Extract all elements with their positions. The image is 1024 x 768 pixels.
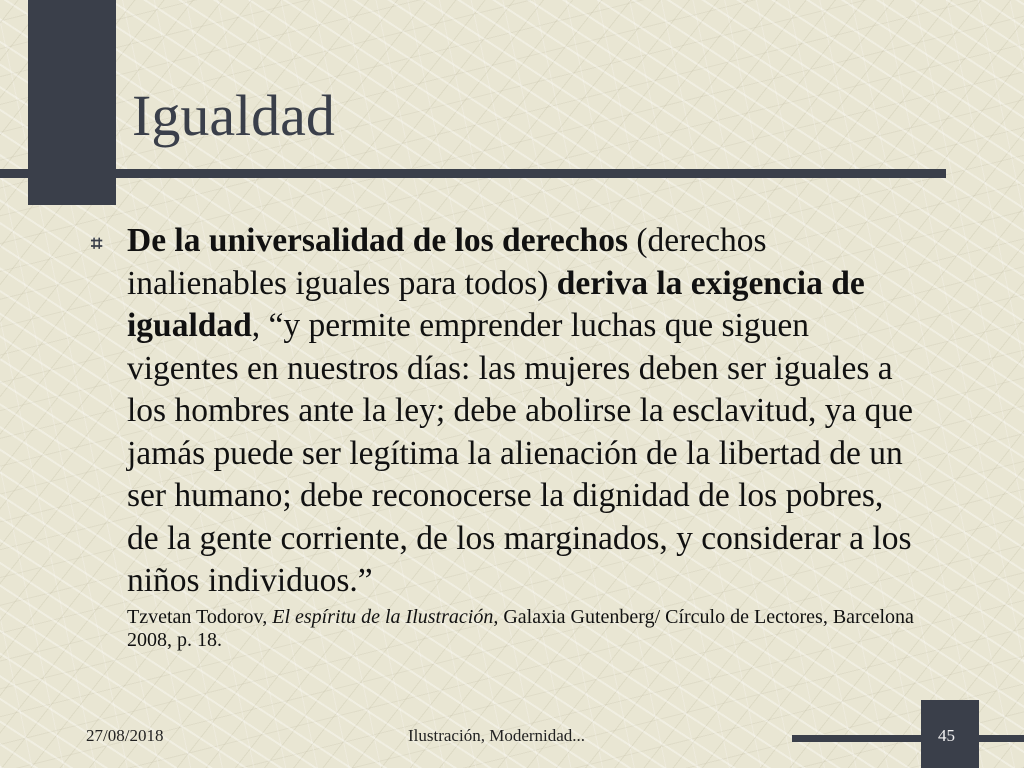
slide-number: 45 [938, 726, 955, 745]
footer-date: 27/08/2018 [86, 726, 164, 745]
decorative-footer-rule [792, 735, 1024, 742]
footer-title: Ilustración, Modernidad... [408, 726, 586, 745]
body-bold-phrase-1: De la universalidad de los derechos [127, 222, 628, 259]
body-text-1: (derechos inalienables iguales para todos) [127, 222, 767, 302]
citation [127, 606, 917, 652]
slide-title: Igualdad [132, 83, 335, 148]
bullet-icon: ⌗ [91, 233, 103, 255]
body-text-2: , “y permite emprender luchas que siguen vigentes en nuestros días: las mujeres deben ser iguales a los hombres ante la ley; debe abolirse la esclavitud, ya que jamás puede ser legítima la alienación de la libertad de un ser humano; debe reconocerse la dignidad de los pobres, de la gente corriente, de los marginados, y considerar a los niños individuos.” [127, 307, 914, 599]
citation-author: Tzvetan Todorov, [127, 605, 273, 628]
citation-publisher: Galaxia Gutenberg/ Círculo de Lectores, Barcelona 2008, p. 18. [127, 605, 914, 651]
citation-work-title: El espíritu de la Ilustración, [272, 605, 499, 628]
slide-body-text [127, 220, 917, 652]
body-bold-phrase-2: deriva la exigencia de igualdad [127, 264, 865, 344]
decorative-title-rule [0, 169, 946, 178]
